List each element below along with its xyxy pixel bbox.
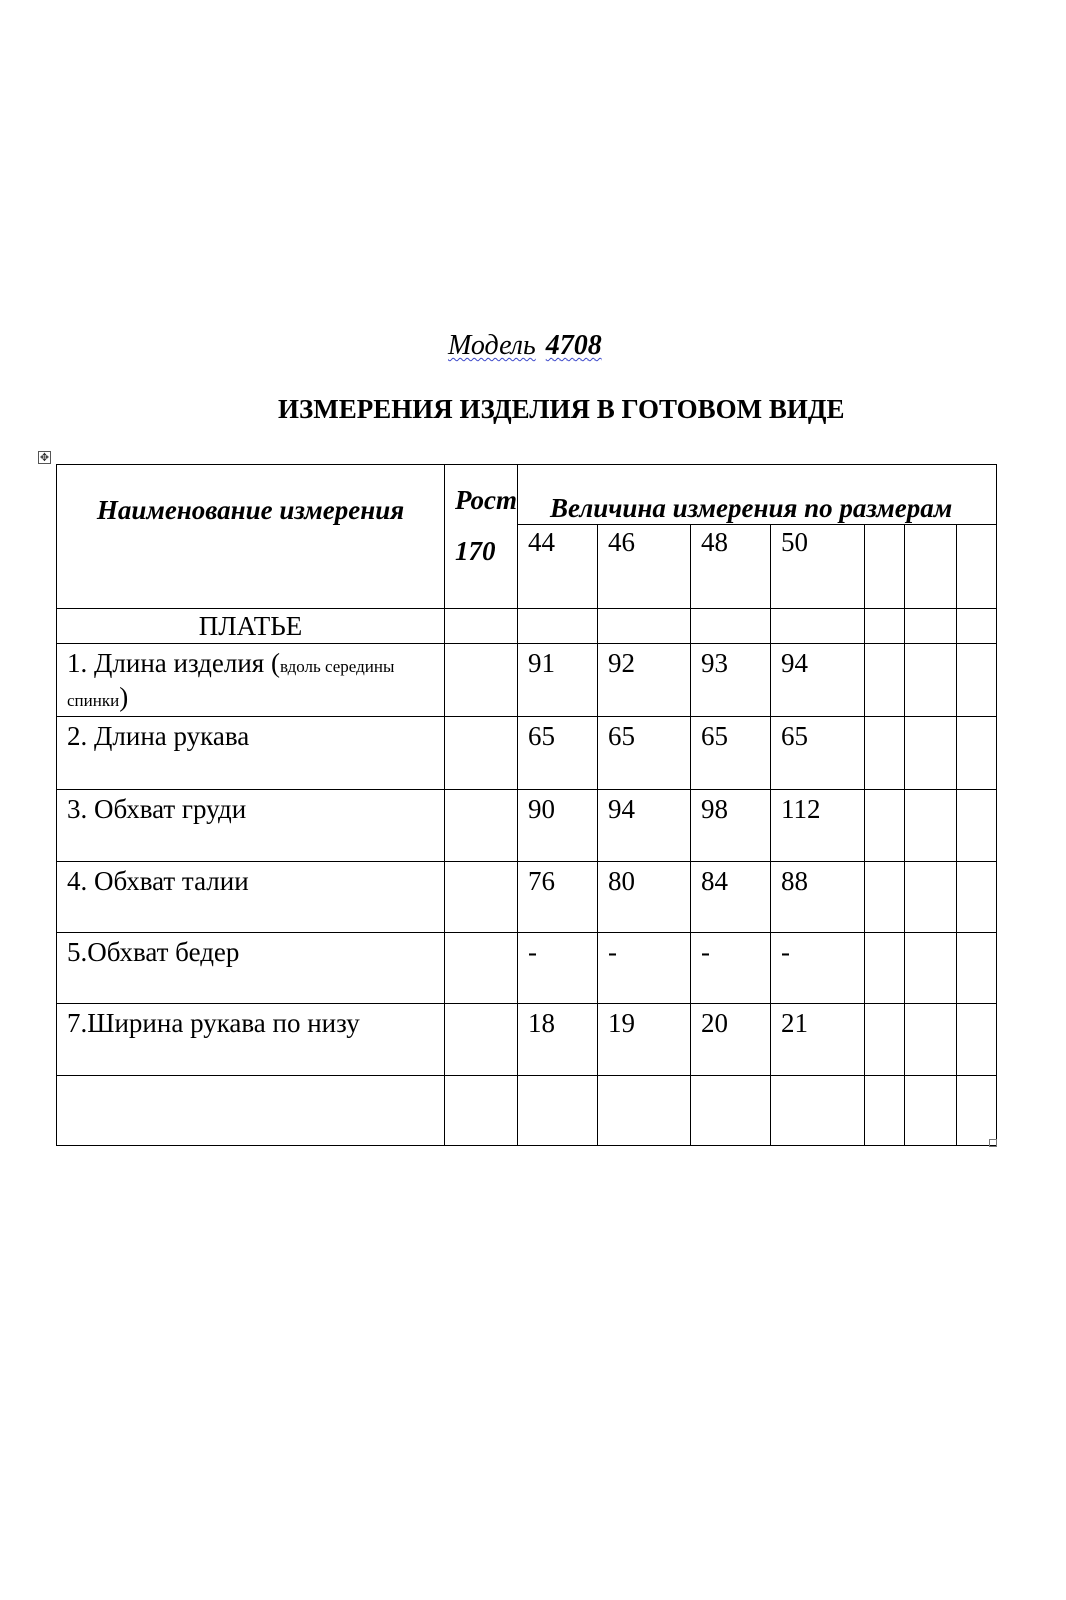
empty-cell [957,1004,997,1076]
table-row [57,644,997,717]
empty-cell [445,862,518,933]
size-cell: 46 [598,525,691,609]
value-cell: 18 [518,1004,598,1076]
empty-cell [865,1004,905,1076]
empty-cell [957,862,997,933]
value-cell: 88 [771,862,865,933]
value-cell: - [518,933,598,1004]
empty-cell [905,717,957,790]
table-row [57,862,997,933]
value-cell: 21 [771,1004,865,1076]
empty-cell [905,644,957,717]
empty-cell [518,609,598,644]
model-number: 4708 [545,330,602,361]
value-cell: 80 [598,862,691,933]
empty-cell [905,525,957,609]
empty-cell [445,644,518,717]
size-cell: 44 [518,525,598,609]
row-label: 1. Длина изделия (вдоль середины спинки) [57,644,445,717]
value-cell: 20 [691,1004,771,1076]
empty-cell [865,717,905,790]
value-cell: 65 [691,717,771,790]
empty-cell [445,717,518,790]
empty-cell [445,933,518,1004]
empty-cell [957,609,997,644]
value-cell: 84 [691,862,771,933]
empty-cell [865,1076,905,1146]
empty-cell [957,644,997,717]
value-cell: 92 [598,644,691,717]
value-cell: - [598,933,691,1004]
table-row [57,717,997,790]
empty-cell [905,1076,957,1146]
value-cell: 94 [598,790,691,862]
empty-cell [691,609,771,644]
empty-cell [771,1076,865,1146]
value-cell: 90 [518,790,598,862]
empty-cell [905,609,957,644]
size-cell: 50 [771,525,865,609]
empty-cell [691,1076,771,1146]
empty-cell [445,609,518,644]
value-cell: 65 [598,717,691,790]
empty-cell [865,933,905,1004]
empty-cell [905,933,957,1004]
row-label: 7.Ширина рукава по низу [57,1004,445,1076]
header-values-cell: Величина измерения по размерам [518,465,997,525]
model-word: Модель [448,330,536,361]
row-label: 3. Обхват груди [57,790,445,862]
value-cell: 98 [691,790,771,862]
empty-cell [957,933,997,1004]
table-row [57,1004,997,1076]
empty-cell [865,609,905,644]
row-label: 5.Обхват бедер [57,933,445,1004]
value-cell: 65 [518,717,598,790]
empty-cell [905,862,957,933]
value-cell: 19 [598,1004,691,1076]
document-title: ИЗМЕРЕНИЯ ИЗДЕЛИЯ В ГОТОВОМ ВИДЕ [278,394,845,424]
header-rost-label: Рост [455,485,518,515]
table-row [57,933,997,1004]
empty-cell [905,1004,957,1076]
value-cell: 93 [691,644,771,717]
row-label: 2. Длина рукава [57,717,445,790]
empty-cell [957,790,997,862]
empty-cell [771,609,865,644]
table-move-handle-icon[interactable]: ✥ [39,451,50,464]
empty-cell [445,790,518,862]
empty-cell [445,1076,518,1146]
row-label: 4. Обхват талии [57,862,445,933]
measurement-table [56,464,997,1146]
empty-cell [865,525,905,609]
section-title: ПЛАТЬЕ [57,609,445,644]
value-cell: 76 [518,862,598,933]
empty-cell [518,1076,598,1146]
empty-cell [865,644,905,717]
model-title [448,330,602,362]
value-cell: 91 [518,644,598,717]
header-rost-cell [445,465,518,609]
empty-cell [865,790,905,862]
value-cell: - [691,933,771,1004]
value-cell: - [771,933,865,1004]
size-cell: 48 [691,525,771,609]
empty-cell [598,609,691,644]
row-label-note: вдоль середины спинки [67,657,395,710]
value-cell: 112 [771,790,865,862]
table-row [57,790,997,862]
empty-cell [957,717,997,790]
table-resize-handle-icon[interactable] [989,1139,997,1147]
header-rost-value: 170 [455,536,496,566]
empty-cell [957,1076,997,1146]
value-cell: 94 [771,644,865,717]
empty-cell [905,790,957,862]
empty-cell [57,1076,445,1146]
empty-cell [598,1076,691,1146]
empty-cell [865,862,905,933]
header-name-cell: Наименование измерения [57,465,445,609]
empty-cell [445,1004,518,1076]
value-cell: 65 [771,717,865,790]
empty-cell [957,525,997,609]
table-row [57,1076,997,1146]
